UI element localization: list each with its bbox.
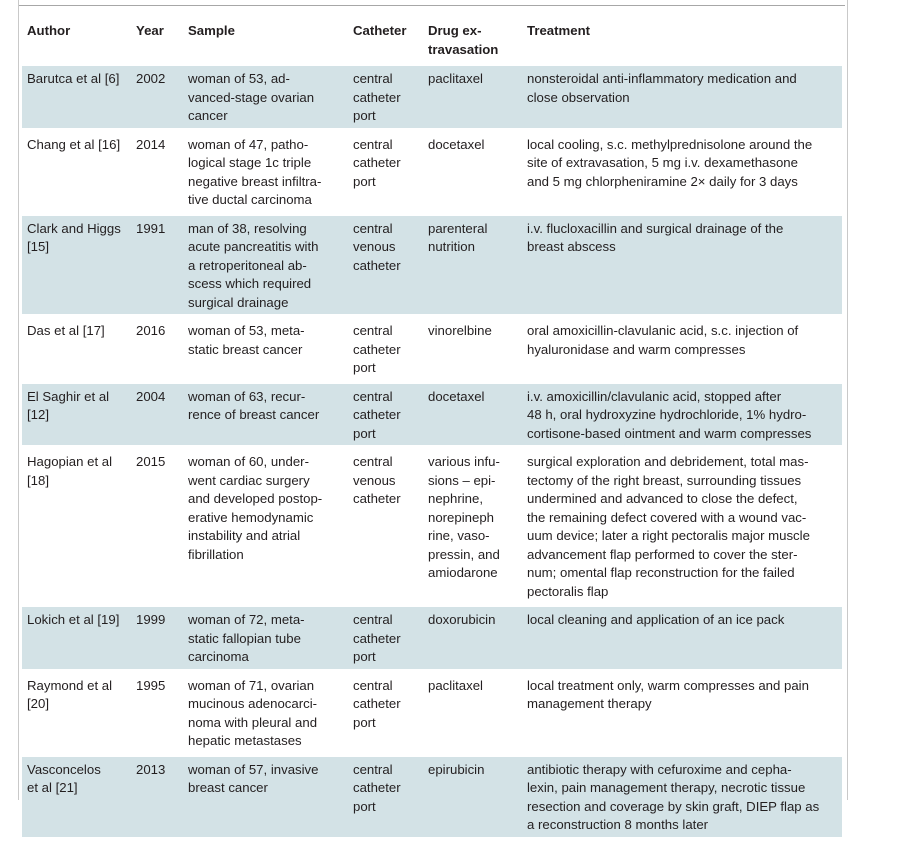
header-catheter: Catheter xyxy=(353,23,407,38)
cell-year: 2014 xyxy=(136,136,166,152)
cell-author: Chang et al [16] xyxy=(27,136,121,152)
cell-drug: parenteral nutrition xyxy=(423,216,522,315)
cell-author: Das et al [17] xyxy=(27,323,105,338)
cell-treatment: nonsteroidal anti-inflammatory medication and close observation xyxy=(522,66,842,128)
header-drug-extravasation: Drug ex- travasation xyxy=(428,23,499,57)
top-rule xyxy=(19,5,845,6)
cell-sample: woman of 57, invasive breast cancer xyxy=(183,757,348,837)
cell-sample: woman of 71, ovarian mucinous adenocarci- noma with pleural and hepatic metastases xyxy=(188,677,318,748)
table-row xyxy=(22,216,842,315)
cell-drug: paclitaxel xyxy=(423,66,522,128)
table-row xyxy=(22,673,842,753)
cell-catheter: central catheter port xyxy=(348,66,423,128)
header-year: Year xyxy=(136,23,164,38)
table-row xyxy=(22,607,842,669)
cell-sample: woman of 72, meta- static fallopian tube carcinoma xyxy=(183,607,348,669)
cell-year: 1995 xyxy=(136,677,166,693)
cell-author: Raymond et al [20] xyxy=(27,677,113,711)
cell-year: 1991 xyxy=(131,216,183,315)
cell-sample: woman of 53, ad- vanced-stage ovarian cancer xyxy=(183,66,348,128)
cell-sample: woman of 53, meta- static breast cancer xyxy=(188,323,305,357)
cell-treatment: antibiotic therapy with cefuroxime and cepha- lexin, pain management therapy, necrotic tissue resection and coverage by skin graft, DIEP flap as a reconstruction 8 months later xyxy=(522,757,842,837)
table-body xyxy=(22,66,842,837)
cell-treatment: i.v. amoxicillin/clavulanic acid, stopped after 48 h, oral hydroxyzine hydrochloride, 1% hydro- cortisone-based ointment and warm compresses xyxy=(522,384,842,446)
cell-treatment: local treatment only, warm compresses and pain management therapy xyxy=(527,677,809,711)
cell-year: 1999 xyxy=(131,607,183,669)
cell-treatment: local cleaning and application of an ice pack xyxy=(522,607,842,669)
cell-catheter: central venous catheter xyxy=(353,454,401,506)
cell-catheter: central catheter port xyxy=(353,323,401,375)
cell-author: Clark and Higgs [15] xyxy=(22,216,131,315)
cell-drug: vinorelbine xyxy=(428,323,492,338)
cell-catheter: central venous catheter xyxy=(348,216,423,315)
header-treatment: Treatment xyxy=(527,23,591,38)
table-row xyxy=(22,757,842,837)
cell-drug: docetaxel xyxy=(423,384,522,446)
cell-author: Vasconcelos et al [21] xyxy=(22,757,131,837)
cell-year: 2002 xyxy=(131,66,183,128)
cell-year: 2016 xyxy=(136,323,166,338)
cell-drug: various infu- sions – epi- nephrine, norepineph rine, vaso- pressin, and amiodarone xyxy=(428,454,500,580)
cell-drug: epirubicin xyxy=(423,757,522,837)
cell-catheter: central catheter port xyxy=(348,384,423,446)
cell-author: Lokich et al [19] xyxy=(22,607,131,669)
header-row xyxy=(22,18,842,62)
table-row xyxy=(22,132,842,212)
cell-year: 2004 xyxy=(131,384,183,446)
cell-treatment: local cooling, s.c. methylprednisolone around the site of extravasation, 5 mg i.v. dexamethasone and 5 mg chlorpheniramine 2× daily for 3 days xyxy=(527,136,813,189)
cell-treatment: i.v. flucloxacillin and surgical drainage of the breast abscess xyxy=(522,216,842,315)
cell-sample: man of 38, resolving acute pancreatitis with a retroperitoneal ab- scess which required surgical drainage xyxy=(183,216,348,315)
cell-catheter: central catheter port xyxy=(353,136,401,189)
header-sample: Sample xyxy=(188,23,235,38)
table-row xyxy=(22,449,842,603)
table-row xyxy=(22,66,842,128)
cell-author: Barutca et al [6] xyxy=(22,66,131,128)
extravasation-table xyxy=(22,14,842,841)
header-author: Author xyxy=(27,23,71,38)
table-row xyxy=(22,384,842,446)
table-header xyxy=(22,18,842,62)
cell-sample: woman of 47, patho- logical stage 1c triple negative breast infiltra- tive ductal carcinoma xyxy=(188,136,322,207)
cell-sample: woman of 60, under- went cardiac surgery and developed postop- erative hemodynamic instability and atrial fibrillation xyxy=(188,454,323,562)
cell-year: 2015 xyxy=(136,454,166,469)
cell-treatment: oral amoxicillin-clavulanic acid, s.c. injection of hyaluronidase and warm compresses xyxy=(527,323,799,357)
cell-author: Hagopian et al [18] xyxy=(27,454,113,488)
cell-drug: docetaxel xyxy=(428,136,485,152)
cell-year: 2013 xyxy=(131,757,183,837)
cell-treatment: surgical exploration and debridement, total mas- tectomy of the right breast, surrounding tissues undermined and advanced to close the defect, the remaining defect covered with a wound vac- uum device; later a right pectoralis major muscle advancement flap performed to cover the ster- num; omental flap reconstruction for the failed pectoralis flap xyxy=(527,454,810,599)
cell-drug: paclitaxel xyxy=(428,677,483,693)
cell-author: El Saghir et al [12] xyxy=(22,384,131,446)
cell-sample: woman of 63, recur- rence of breast cancer xyxy=(183,384,348,446)
cell-catheter: central catheter port xyxy=(348,607,423,669)
cell-catheter: central catheter port xyxy=(348,757,423,837)
table-row xyxy=(22,318,842,380)
cell-drug: doxorubicin xyxy=(423,607,522,669)
cell-catheter: central catheter port xyxy=(353,677,401,730)
